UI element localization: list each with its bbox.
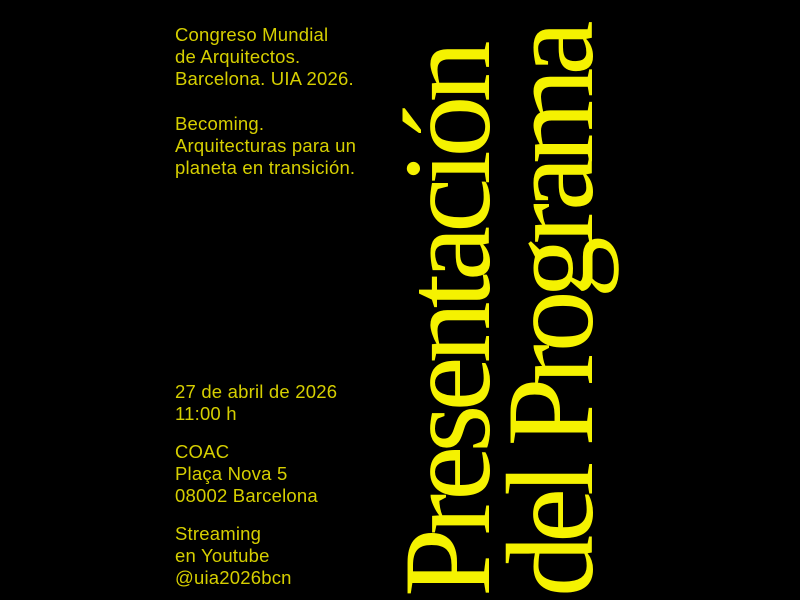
- venue-name: COAC: [175, 441, 230, 462]
- event-time: 11:00 h: [175, 403, 237, 424]
- congress-theme: [175, 113, 356, 179]
- info-block-top: [175, 24, 356, 179]
- streaming-label: Streaming: [175, 523, 262, 544]
- event-date: 27 de abril de 2026: [175, 381, 338, 402]
- venue-city: 08002 Barcelona: [175, 485, 318, 506]
- venue-street: Plaça Nova 5: [175, 463, 288, 484]
- event-venue: [175, 441, 337, 507]
- event-datetime: [175, 381, 337, 425]
- theme-line: planeta en transición.: [175, 157, 356, 178]
- theme-line: Becoming.: [175, 113, 265, 134]
- congress-line: de Arquitectos.: [175, 46, 301, 67]
- streaming-info: [175, 523, 337, 589]
- streaming-handle: @uia2026bcn: [175, 567, 292, 588]
- streaming-platform: en Youtube: [175, 545, 270, 566]
- congress-line: Barcelona. UIA 2026.: [175, 68, 354, 89]
- poster-title-line-1: Presentación: [379, 47, 516, 597]
- congress-line: Congreso Mundial: [175, 24, 329, 45]
- theme-line: Arquitecturas para un: [175, 135, 357, 156]
- congress-name: [175, 24, 356, 90]
- poster-title-line-2: del Programa: [482, 28, 619, 597]
- info-block-bottom: [175, 381, 337, 589]
